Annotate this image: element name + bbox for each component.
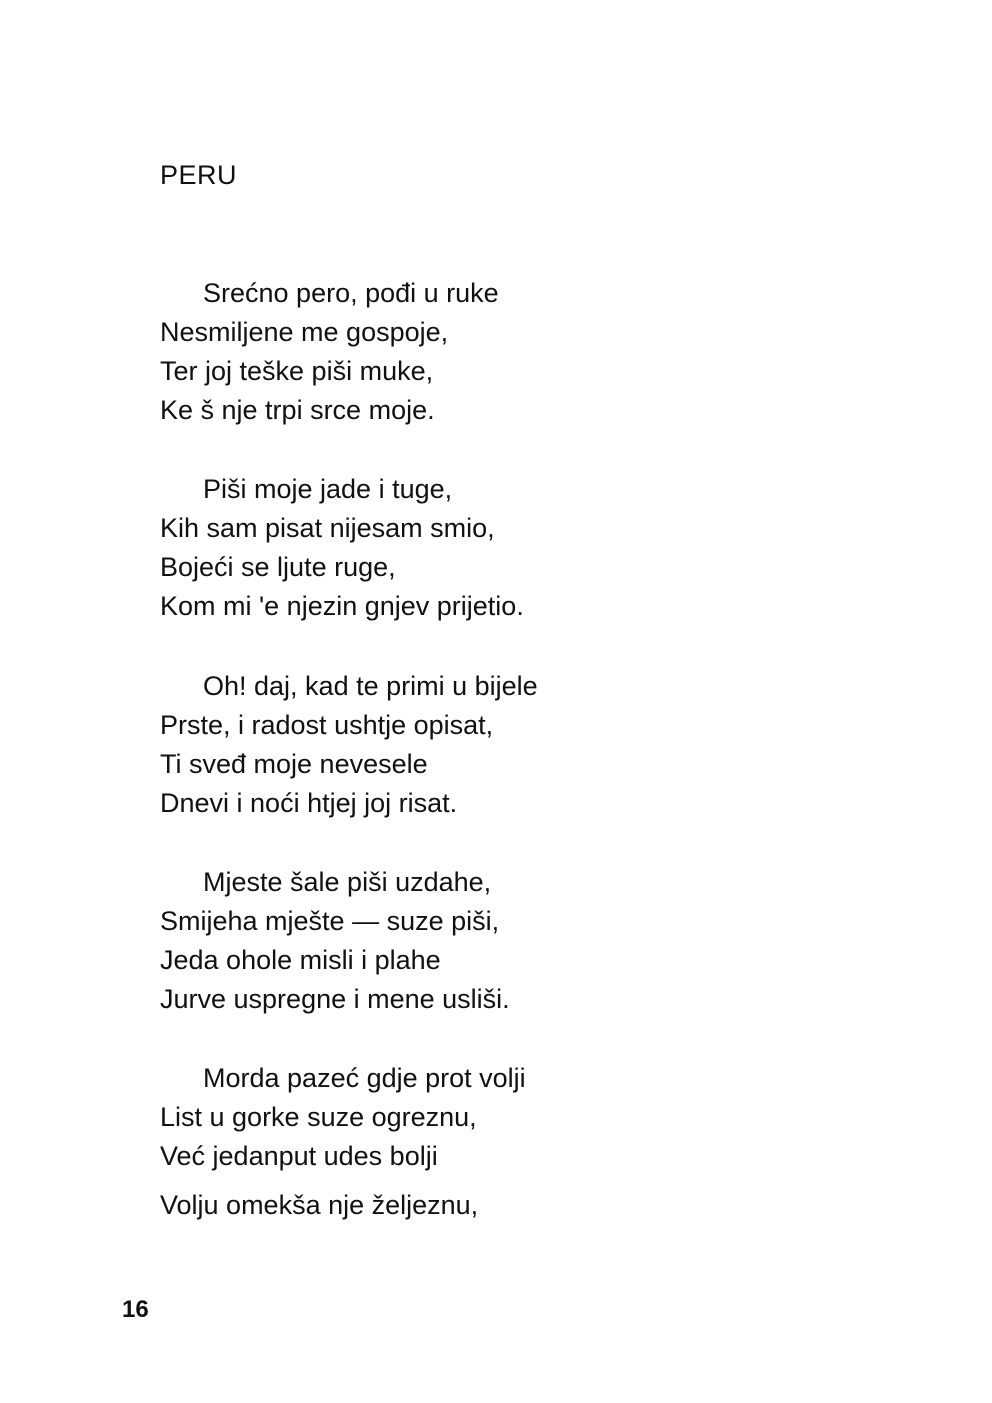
verse-line: Kom mi 'e njezin gnjev prijetio. bbox=[160, 591, 524, 621]
verse-line: Srećno pero, pođi u ruke bbox=[203, 278, 499, 308]
stanza-1 bbox=[160, 274, 800, 430]
verse-line: List u gorke suze ogreznu, bbox=[160, 1102, 477, 1132]
verse-line: Nesmiljene me gospoje, bbox=[160, 317, 449, 347]
stanza-4 bbox=[160, 863, 800, 1019]
verse-line: Piši moje jade i tuge, bbox=[203, 474, 453, 504]
verse-line: Kih sam pisat nijesam smio, bbox=[160, 513, 495, 543]
verse-line: Dnevi i noći htjej joj risat. bbox=[160, 788, 458, 818]
poem-title: PERU bbox=[160, 160, 238, 190]
verse-line: Morda pazeć gdje prot volji bbox=[203, 1063, 526, 1093]
stanza-3 bbox=[160, 667, 800, 823]
verse-line: Jurve uspregne i mene usliši. bbox=[160, 984, 510, 1014]
verse-line: Bojeći se ljute ruge, bbox=[160, 552, 396, 582]
verse-line: Prste, i radost ushtje opisat, bbox=[160, 710, 494, 740]
verse-line: Ke š nje trpi srce moje. bbox=[160, 395, 435, 425]
verse-line: Jeda ohole misli i plahe bbox=[160, 945, 441, 975]
verse-line: Ti sveđ moje nevesele bbox=[160, 749, 428, 779]
verse-line: Smijeha mješte — suze piši, bbox=[160, 906, 500, 936]
verse-line: Mjeste šale piši uzdahe, bbox=[203, 867, 492, 897]
page-number: 16 bbox=[122, 1296, 149, 1323]
verse-line: Ter joj teške piši muke, bbox=[160, 356, 434, 386]
verse-line: Oh! daj, kad te primi u bijele bbox=[203, 671, 538, 701]
verse-line: Volju omekša nje željeznu, bbox=[160, 1190, 479, 1220]
stanza-5 bbox=[160, 1059, 800, 1225]
verse-line: Već jedanput udes bolji bbox=[160, 1141, 438, 1171]
stanza-2 bbox=[160, 470, 800, 626]
